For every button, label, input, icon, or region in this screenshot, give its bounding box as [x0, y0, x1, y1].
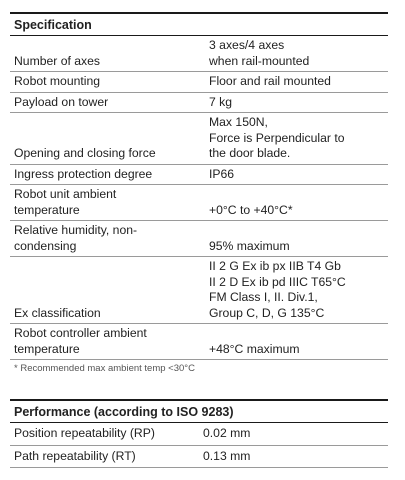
label-line: temperature — [14, 202, 80, 217]
label-line: Payload on tower — [14, 94, 109, 109]
value-line: the door blade. — [209, 146, 291, 160]
table-row — [10, 221, 388, 257]
label-line: Position repeatability (RP) — [14, 426, 155, 440]
value-line: IP66 — [209, 166, 235, 181]
row-label — [10, 36, 199, 72]
table-row — [10, 72, 388, 93]
table-row — [10, 423, 388, 445]
row-label — [10, 92, 199, 113]
row-label — [10, 164, 199, 185]
label-line: Relative humidity, non- — [14, 223, 138, 237]
table-row — [10, 36, 388, 72]
table-row — [10, 113, 388, 165]
table-row — [10, 92, 388, 113]
value-line: 0.13 mm — [203, 448, 251, 463]
performance-section — [10, 399, 388, 468]
table-row — [10, 185, 388, 221]
label-line: condensing — [14, 238, 77, 253]
label-line: temperature — [14, 341, 80, 356]
value-line: Group C, D, G 135°C — [209, 305, 325, 320]
table-row — [10, 257, 388, 324]
specification-title: Specification — [10, 12, 388, 36]
row-label — [10, 221, 199, 257]
label-line: Path repeatability (RT) — [14, 448, 136, 463]
row-value — [199, 324, 388, 360]
row-value — [199, 72, 388, 93]
value-line: FM Class I, II. Div.1, — [209, 290, 318, 304]
value-line: when rail-mounted — [209, 53, 310, 68]
row-value — [199, 185, 388, 221]
value-line: 95% maximum — [209, 238, 290, 253]
label-line: Robot unit ambient — [14, 187, 117, 201]
performance-table — [10, 423, 388, 468]
row-label — [10, 72, 199, 93]
value-line: +48°C maximum — [209, 341, 300, 356]
value-line: 7 kg — [209, 94, 233, 109]
value-line: II 2 G Ex ib px IIB T4 Gb — [209, 259, 341, 273]
label-line: Robot mounting — [14, 74, 101, 88]
label-line: Number of axes — [14, 53, 101, 68]
specification-table — [10, 36, 388, 360]
row-label — [10, 423, 199, 445]
table-row — [10, 164, 388, 185]
label-line: Ex classification — [14, 305, 101, 320]
row-value — [199, 257, 388, 324]
label-line: Opening and closing force — [14, 146, 156, 160]
row-label — [10, 257, 199, 324]
row-label — [10, 185, 199, 221]
value-line: +0°C to +40°C* — [209, 202, 293, 217]
row-label — [10, 113, 199, 165]
row-label — [10, 445, 199, 468]
row-value — [199, 423, 388, 445]
specification-section — [10, 12, 388, 374]
row-value — [199, 113, 388, 165]
value-line: 0.02 mm — [203, 426, 251, 440]
table-row — [10, 324, 388, 360]
value-line: Force is Perpendicular to — [209, 130, 345, 145]
value-line: Floor and rail mounted — [209, 74, 331, 88]
value-line: Max 150N, — [209, 115, 268, 129]
value-line: 3 axes/4 axes — [209, 38, 285, 52]
value-line: II 2 D Ex ib pd IIIC T65°C — [209, 274, 346, 289]
row-value — [199, 92, 388, 113]
row-value — [199, 164, 388, 185]
label-line: Ingress protection degree — [14, 166, 153, 181]
performance-title: Performance (according to ISO 9283) — [10, 399, 388, 423]
footnote: * Recommended max ambient temp <30°C — [14, 363, 195, 374]
row-value — [199, 221, 388, 257]
row-value — [199, 445, 388, 468]
row-value — [199, 36, 388, 72]
label-line: Robot controller ambient — [14, 326, 147, 340]
table-row — [10, 445, 388, 468]
row-label — [10, 324, 199, 360]
